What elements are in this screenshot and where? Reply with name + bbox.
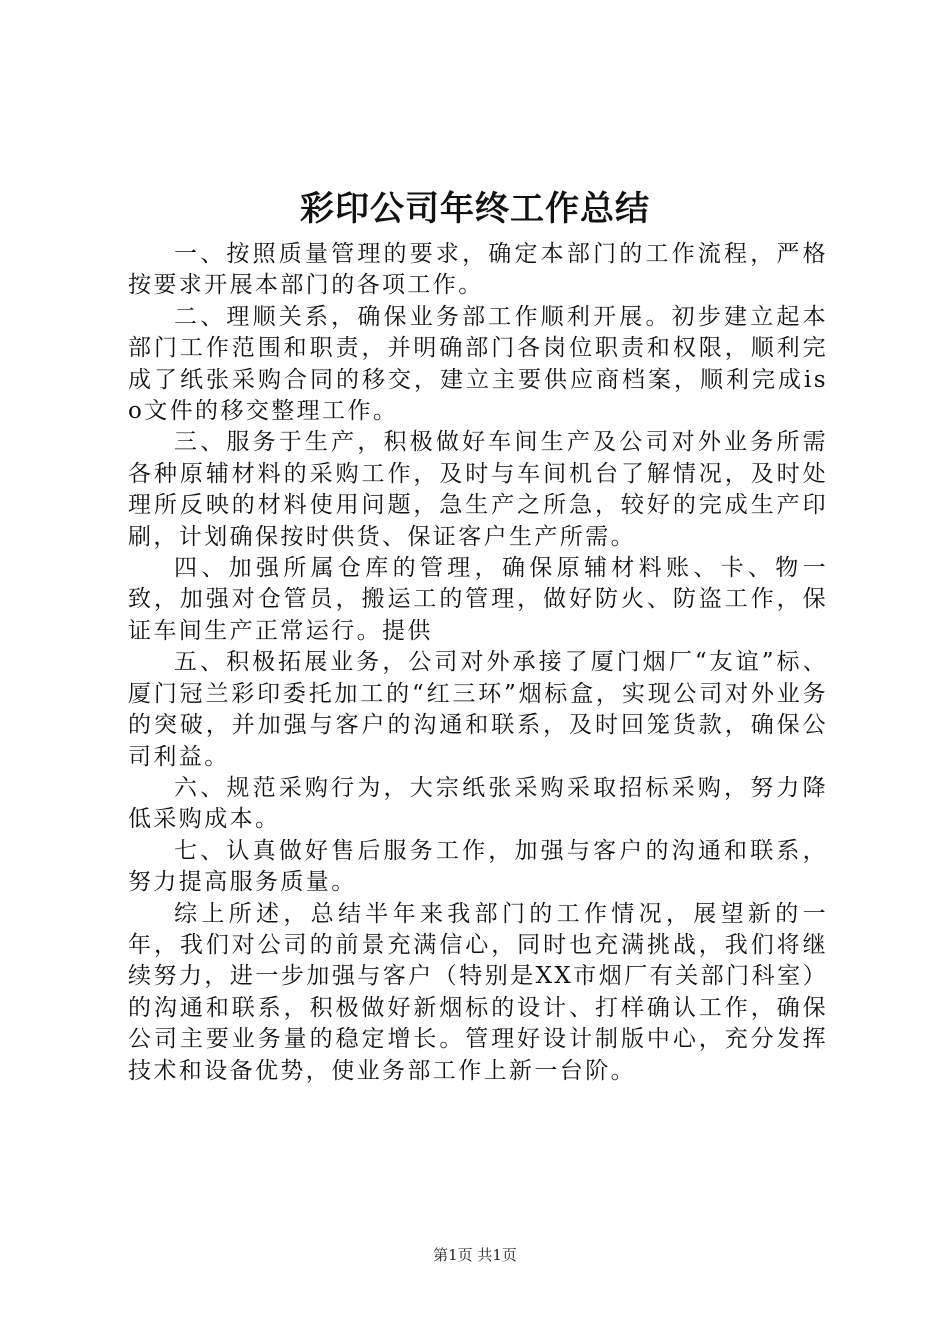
- paragraph-3: 三、服务于生产，积极做好车间生产及公司对外业务所需各种原辅材料的采购工作，及时与车间机台了解情况，及时处理所反映的材料使用问题，急生产之所急，较好的完成生产印刷，计划确保按时供货、保证客户生产所需。: [128, 429, 828, 550]
- paragraph-8: 综上所述，总结半年来我部门的工作情况，展望新的一年，我们对公司的前景充满信心，同时也充满挑战，我们将继续努力，进一步加强与客户（特别是XX市烟厂有关部门科室）的沟通和联系，积极做好新烟标的设计、打样确认工作，确保公司主要业务量的稳定增长。管理好设计制版中心，充分发挥技术和设备优势，使业务部工作上新一台阶。: [128, 900, 828, 1084]
- paragraph-2: 二、理顺关系，确保业务部工作顺利开展。初步建立起本部门工作范围和职责，并明确部门各岗位职责和权限，顺利完成了纸张采购合同的移交，建立主要供应商档案，顺利完成iso文件的移交整理工作。: [128, 303, 828, 425]
- paragraph-6: 六、规范采购行为，大宗纸张采购采取招标采购，努力降低采购成本。: [128, 774, 828, 833]
- paragraph-5: 五、积极拓展业务，公司对外承接了厦门烟厂“友谊”标、厦门冠兰彩印委托加工的“红三环”烟标盒，实现公司对外业务的突破，并加强与客户的沟通和联系，及时回笼货款，确保公司利益。: [128, 649, 828, 770]
- paragraph-4: 四、加强所属仓库的管理，确保原辅材料账、卡、物一致，加强对仓管员，搬运工的管理，做好防火、防盗工作，保证车间生产正常运行。提供: [128, 555, 828, 644]
- paragraph-7: 七、认真做好售后服务工作，加强与客户的沟通和联系，努力提高服务质量。: [128, 837, 828, 896]
- document-body: [128, 239, 828, 1087]
- page-title: 彩印公司年终工作总结: [300, 189, 650, 229]
- paragraph-1: 一、按照质量管理的要求，确定本部门的工作流程，严格按要求开展本部门的各项工作。: [128, 241, 828, 299]
- page-footer: 第1页 共1页: [433, 1246, 517, 1264]
